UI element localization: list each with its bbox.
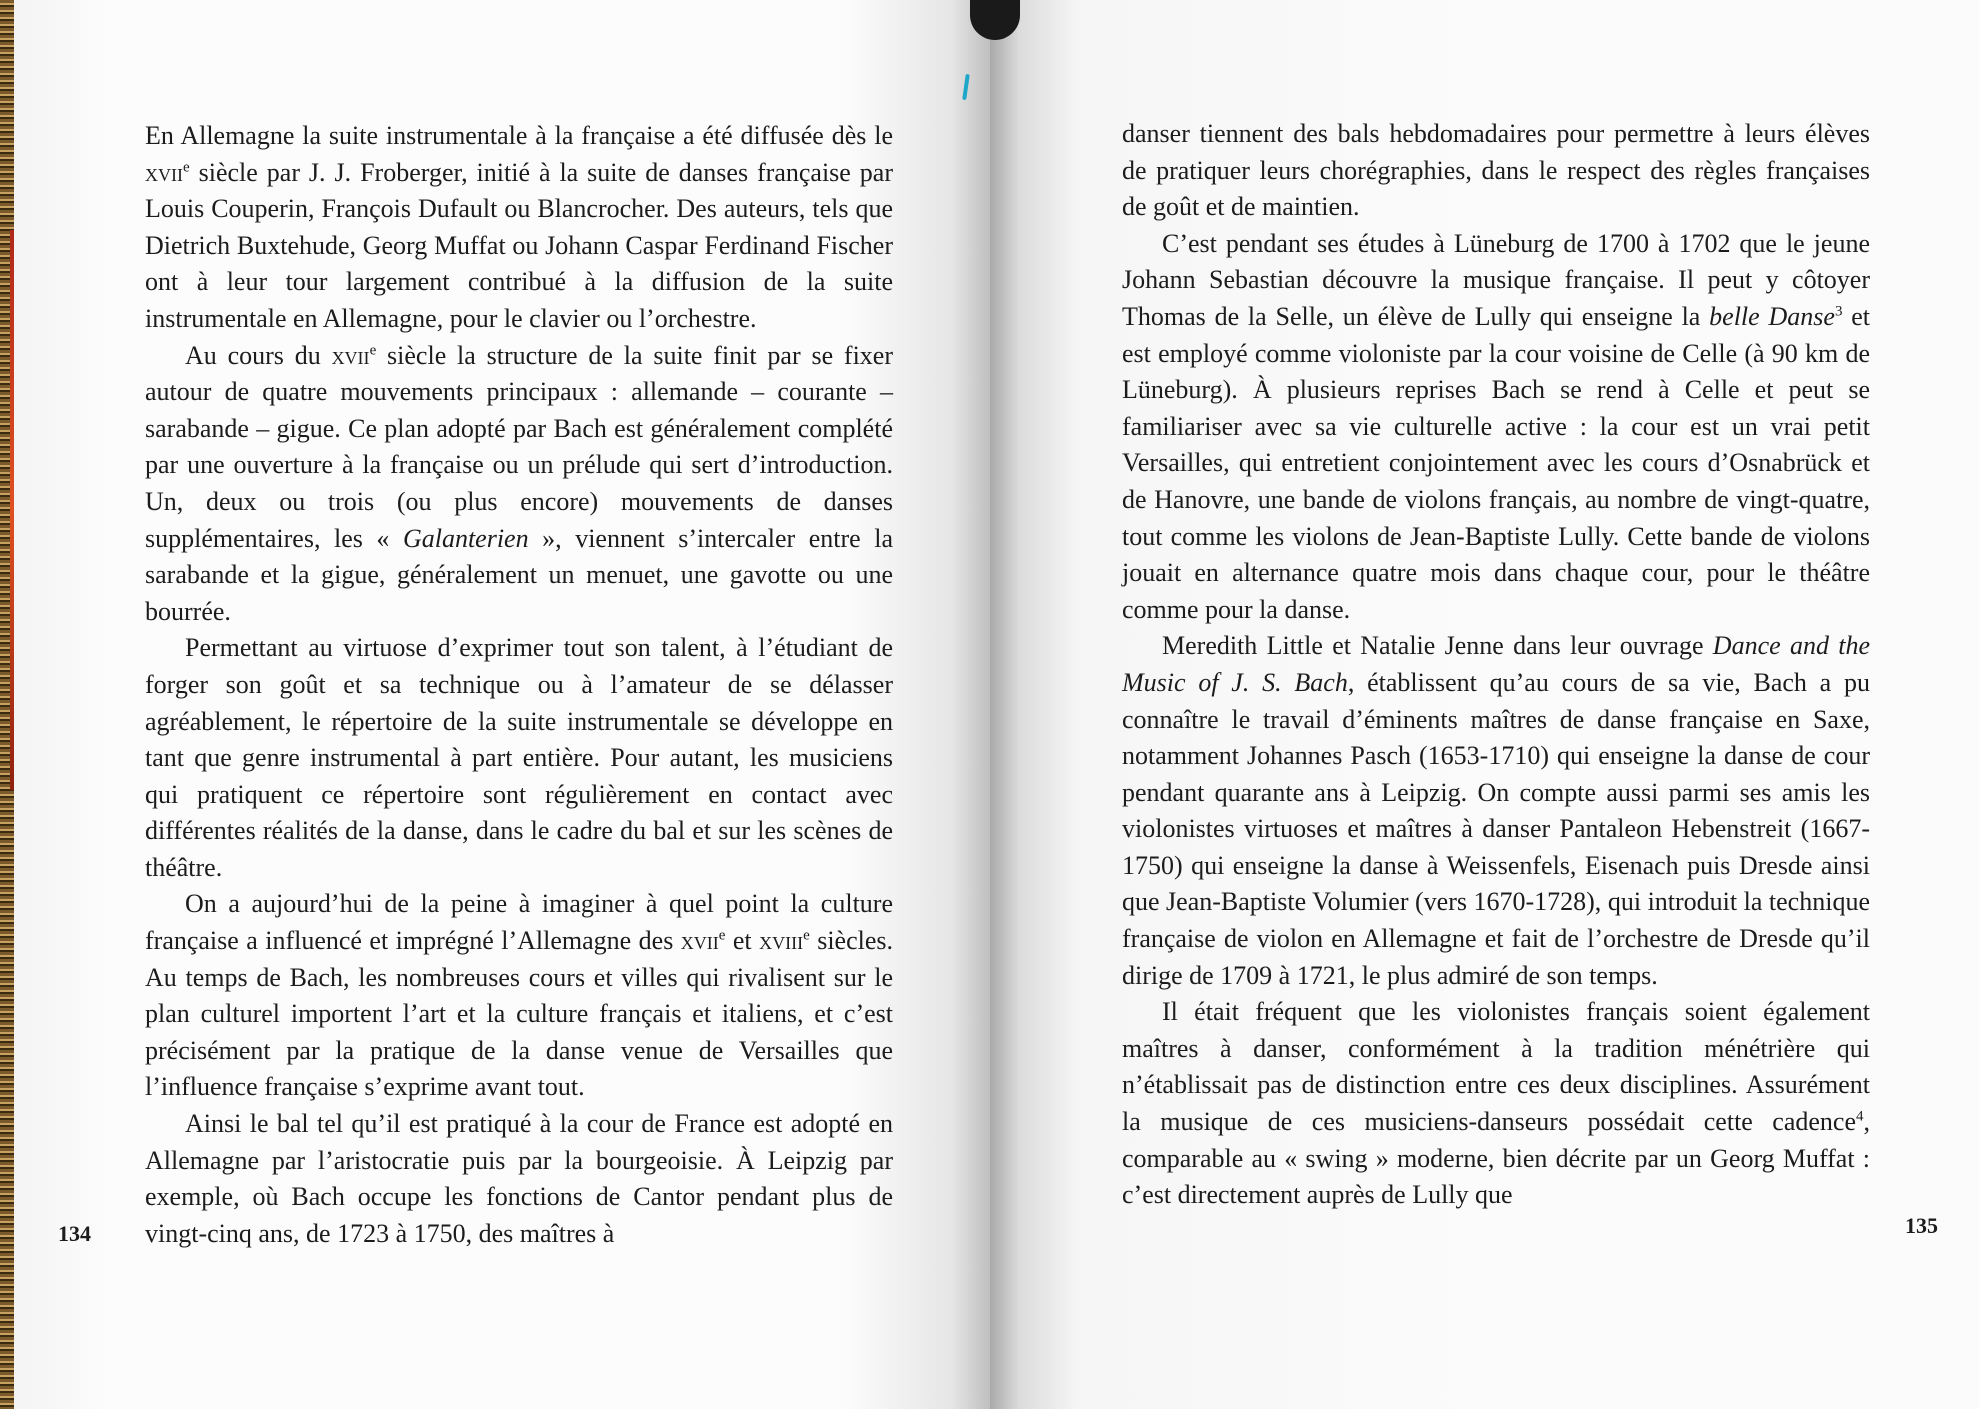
paragraph — [1122, 116, 1870, 226]
text-run: , comparable au « swing » moderne, bien décrite par un Georg Muffat : c’est directement auprès de Lully que — [1122, 1107, 1870, 1210]
left-page-text — [145, 118, 893, 1252]
page-number-left: 134 — [58, 1221, 91, 1246]
page-number-right: 135 — [1905, 1213, 1938, 1238]
superscript: 4 — [1856, 1108, 1864, 1125]
paragraph — [1122, 628, 1870, 994]
text-run: On a aujourd’hui de la peine à imaginer à quel point la culture française a influencé et imprégné l’Allemagne des — [145, 889, 893, 956]
text-run: Ainsi le bal tel qu’il est pratiqué à la cour de France est adopté en Allemagne par l’aristocratie puis par la bourgeoisie. À Leipzig par exemple, où Bach occupe les fonctions de Cantor pendant plus de vingt-cinq ans, de 1723 à 1750, des maîtres à — [145, 1109, 893, 1248]
superscript: e — [183, 158, 190, 175]
text-run: , établissent qu’au cours de sa vie, Bach a pu connaître le travail d’éminents maîtres de danse française en Saxe, notamment Johannes Pasch (1653-1710) qui enseigne la danse de cour pendant quarante ans à Leipzig. On compte aussi parmi ses amis les violonistes virtuoses et maîtres à danser Pantaleon Hebenstreit (1667-1750) qui enseigne la danse à Weissenfels, Eisenach puis Dresde ainsi que Jean-Baptiste Volumier (vers 1670-1728), qui introduit la technique française de violon en Allemagne et fait de l’orchestre de Dresde qu’il dirige de 1709 à 1721, le plus admiré de son temps. — [1122, 667, 1870, 990]
paragraph — [1122, 226, 1870, 629]
text-run: belle Danse — [1709, 301, 1835, 331]
text-run: Il était fréquent que les violonistes français soient également maîtres à danser, conformément à la tradition ménétrière qui n’établissait pas de distinction entre ces deux disciplines. Assurément la musique de ces musiciens-danseurs possédait cette cadence — [1122, 997, 1870, 1137]
paragraph — [145, 1106, 893, 1252]
text-run: siècle par J. J. Froberger, initié à la suite de danses française par Louis Couperin, François Dufault ou Blancrocher. Des auteurs, tels que Dietrich Buxtehude, Georg Muffat ou Johann Caspar Ferdinand Fischer ont à leur tour largement contribué à la diffusion de la suite instrumentale en Allemagne, pour le clavier ou l’orchestre. — [145, 157, 893, 333]
text-run: xviii — [759, 926, 804, 956]
paragraph — [145, 630, 893, 886]
text-run: Dance and the Music of J. S. Bach — [1122, 631, 1870, 697]
text-run: xvii — [145, 157, 183, 187]
text-run: siècle la structure de la suite finit par se fixer autour de quatre mouvements principaux : allemande – courante – sarabande – gigue. Ce plan adopté par Bach est généralement complété par une ouverture à la française ou un prélude qui sert d’introduction. Un, deux ou trois (ou plus encore) mouvements de danses supplémentaires, les « — [145, 340, 894, 553]
text-run: En Allemagne la suite instrumentale à la française a été diffusée dès le — [145, 121, 893, 150]
superscript: e — [369, 341, 377, 358]
paragraph — [1122, 994, 1870, 1214]
right-page-text — [1122, 116, 1870, 1214]
paragraph — [145, 886, 893, 1106]
text-run: Meredith Little et Natalie Jenne dans leur ouvrage — [1162, 631, 1713, 661]
text-run: Permettant au virtuose d’exprimer tout son talent, à l’étudiant de forger son goût et sa technique ou à l’amateur de se délasser agréablement, le répertoire de la suite instrumentale se développe en tant que genre instrumental à part entière. Pour autant, les musiciens qui pratiquent ce répertoire sont régulièrement en contact avec différentes réalités de la danse, dans le cadre du bal et sur les scènes de théâtre. — [145, 633, 893, 882]
paragraph — [145, 118, 893, 338]
superscript: 3 — [1834, 303, 1843, 320]
superscript: e — [803, 927, 810, 944]
text-run: et est employé comme violoniste par la cour voisine de Celle (à 90 km de Lüneburg). À plusieurs reprises Bach se rend à Celle et peut se familiariser avec sa vie culturelle active : la cour est un vrai petit Versailles, qui entretient conjointement avec les cours d’Osnabrück et de Hanovre, une bande de violons français, au nombre de vingt-quatre, tout comme les violons de Jean-Baptiste Lully. Cette bande de violons jouait en alternance quatre mois dans chaque cour, pour le théâtre comme pour la danse. — [1122, 301, 1871, 624]
superscript: e — [718, 927, 726, 944]
text-run: Galanterien — [402, 523, 529, 553]
paragraph — [145, 338, 893, 631]
text-run: xvii — [331, 340, 370, 370]
text-run: », viennent s’intercaler entre la sarabande et la gigue, généralement un menuet, une gavotte ou une bourrée. — [145, 523, 893, 626]
text-run: danser tiennent des bals hebdomadaires pour permettre à leurs élèves de pratiquer leurs chorégraphies, dans le respect des règles françaises de goût et de maintien. — [1122, 119, 1870, 222]
text-run: xvii — [680, 926, 719, 956]
text-run: siècles. Au temps de Bach, les nombreuses cours et villes qui rivalisent sur le plan culturel importent l’art et la culture français et italiens, et c’est précisément par la pratique de la danse venue de Versailles que l’influence française s’exprime avant tout. — [145, 926, 893, 1102]
text-run: C’est pendant ses études à Lüneburg de 1700 à 1702 que le jeune Johann Sebastian découvre la musique française. Il peut y côtoyer Thomas de la Selle, un élève de Lully qui enseigne la — [1122, 228, 1870, 331]
text-run: Au cours du — [185, 340, 332, 370]
text-run: et — [725, 926, 760, 956]
